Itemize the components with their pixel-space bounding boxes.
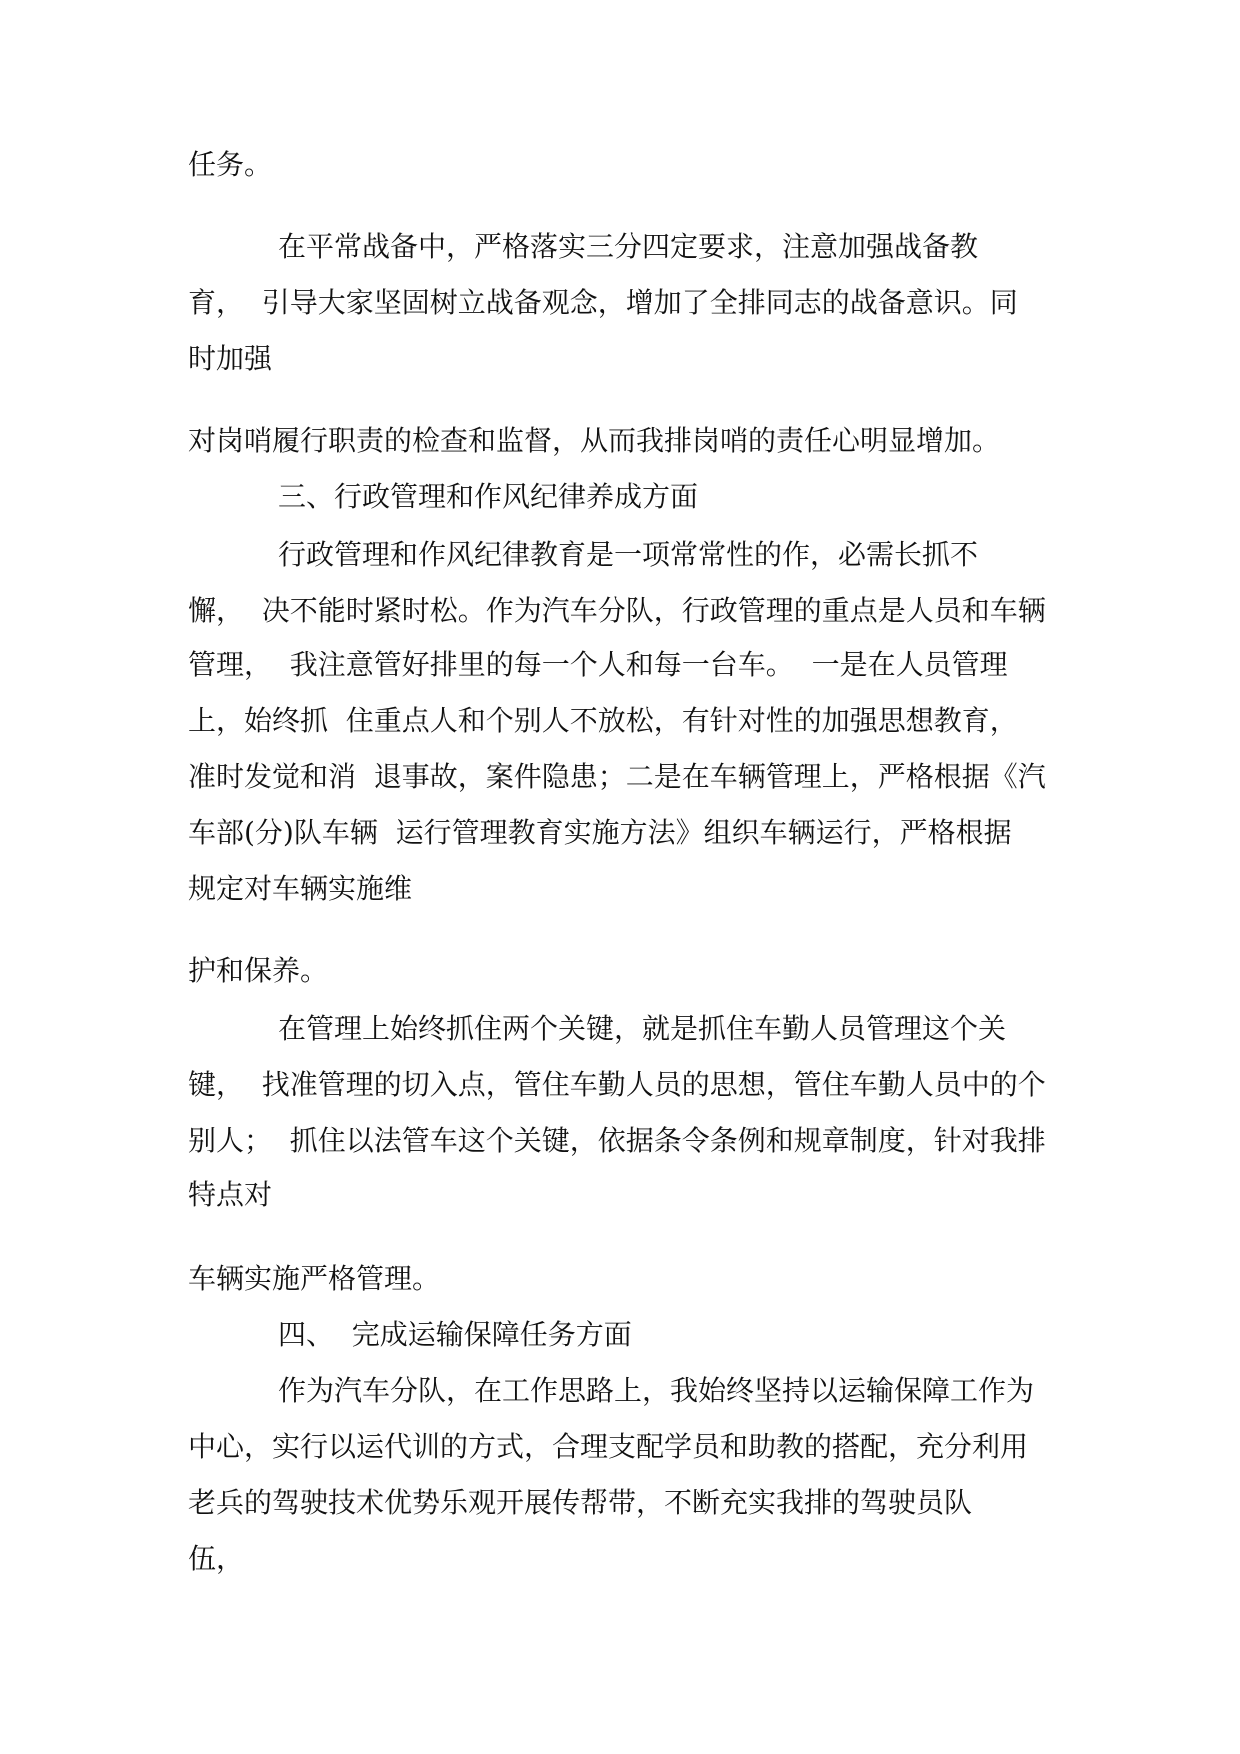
text-line: 上，始终抓 住重点人和个别人不放松，有针对性的加强思想教育， xyxy=(188,704,1018,737)
text-line: 时加强 xyxy=(188,342,273,375)
text-line: 键， 找准管理的切入点，管住车勤人员的思想，管住车勤人员中的个 xyxy=(188,1068,1046,1101)
text-line: 车部(分)队车辆 运行管理教育实施方法》组织车辆运行，严格根据 xyxy=(188,816,1012,849)
text-line: 育， 引导大家坚固树立战备观念，增加了全排同志的战备意识。同 xyxy=(188,286,1018,319)
text-line: 懈， 决不能时紧时松。作为汽车分队，行政管理的重点是人员和车辆 xyxy=(188,594,1046,627)
text-line: 作为汽车分队，在工作思路上，我始终坚持以运输保障工作为 xyxy=(278,1374,1035,1407)
text-line: 行政管理和作风纪律教育是一项常常性的作，必需长抓不 xyxy=(278,538,979,571)
text-line: 伍， xyxy=(188,1542,245,1575)
section-heading: 四、 完成运输保障任务方面 xyxy=(278,1318,632,1351)
text-line: 准时发觉和消 退事故，案件隐患；二是在车辆管理上，严格根据《汽 xyxy=(188,760,1046,793)
text-line: 对岗哨履行职责的检查和监督，从而我排岗哨的责任心明显增加。 xyxy=(188,424,1001,457)
text-line: 中心，实行以运代训的方式，合理支配学员和助教的搭配，充分利用 xyxy=(188,1430,1029,1463)
text-line: 任务。 xyxy=(188,148,273,181)
text-line: 车辆实施严格管理。 xyxy=(188,1262,441,1295)
text-line: 在管理上始终抓住两个关键，就是抓住车勤人员管理这个关 xyxy=(278,1012,1007,1045)
section-heading: 三、行政管理和作风纪律养成方面 xyxy=(278,480,699,513)
text-line: 老兵的驾驶技术优势乐观开展传帮带，不断充实我排的驾驶员队 xyxy=(188,1486,973,1519)
text-line: 在平常战备中，严格落实三分四定要求，注意加强战备教 xyxy=(278,230,979,263)
text-line: 别人； 抓住以法管车这个关键，依据条令条例和规章制度，针对我排 xyxy=(188,1124,1046,1157)
text-line: 特点对 xyxy=(188,1178,273,1211)
text-line: 规定对车辆实施维 xyxy=(188,872,413,905)
text-line: 管理， 我注意管好排里的每一个人和每一台车。 一是在人员管理 xyxy=(188,648,1008,681)
text-line: 护和保养。 xyxy=(188,954,329,987)
